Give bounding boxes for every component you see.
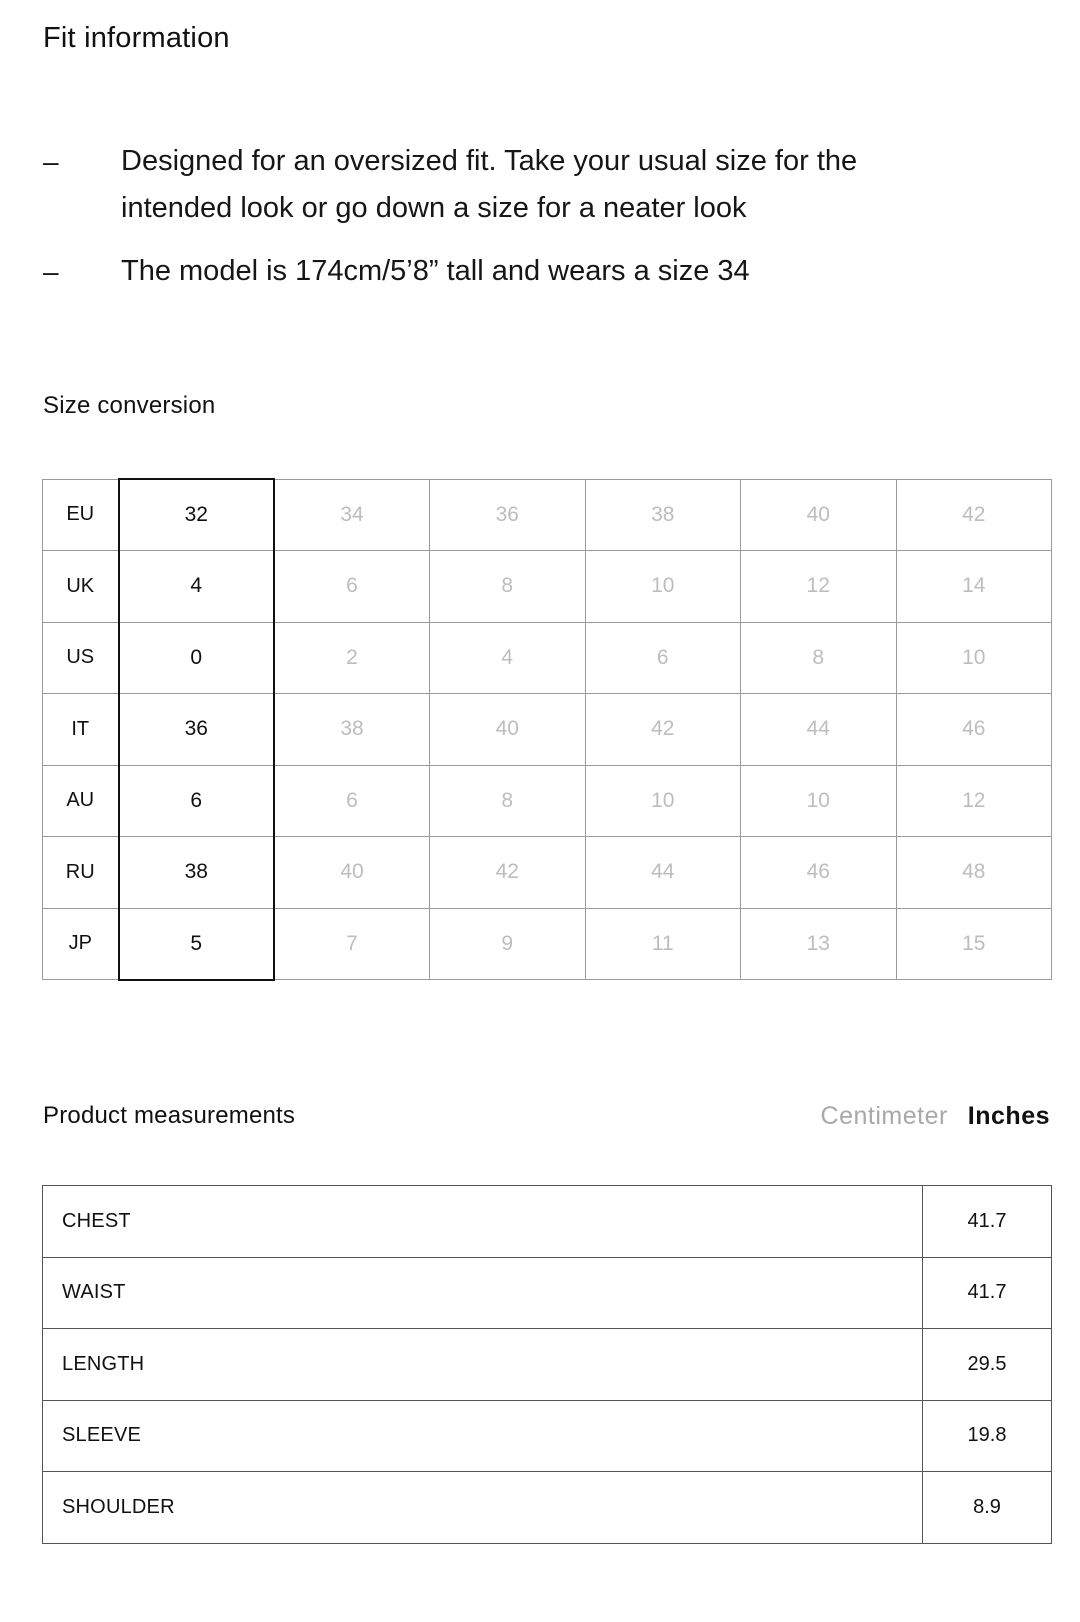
size-cell[interactable]: 46 [741,837,897,909]
size-cell[interactable]: 42 [585,694,741,766]
size-region-label: IT [43,694,119,766]
size-cell[interactable]: 40 [430,694,586,766]
fit-bullet-text: Designed for an oversized fit. Take your usual size for the intended look or go down a size for a neater look [121,145,858,224]
size-cell-selected[interactable]: 0 [119,622,275,694]
fit-bullet-list [43,138,943,295]
unit-toggle [821,1102,1050,1131]
size-cell[interactable]: 34 [274,479,430,551]
measurement-row-length [43,1329,1052,1401]
size-row-us [43,622,1052,694]
measurement-name: LENGTH [43,1329,923,1401]
size-region-label: UK [43,551,119,623]
unit-centimeter-option[interactable]: Centimeter [820,1102,948,1130]
bullet-dash: – [43,146,59,177]
size-cell[interactable]: 8 [430,551,586,623]
size-cell[interactable]: 10 [741,765,897,837]
measurement-value: 8.9 [923,1472,1052,1544]
size-cell[interactable]: 40 [274,837,430,909]
size-cell-selected[interactable]: 6 [119,765,275,837]
product-measurements-table [42,1185,1052,1544]
measurement-row-waist [43,1257,1052,1329]
product-measurements-title: Product measurements [43,1102,296,1129]
size-row-ru [43,837,1052,909]
size-cell[interactable]: 2 [274,622,430,694]
fit-bullet-text: The model is 174cm/5’8” tall and wears a size 34 [121,255,750,287]
fit-bullet-model [43,248,943,295]
size-cell[interactable]: 9 [430,908,586,980]
size-cell-selected[interactable]: 4 [119,551,275,623]
size-region-label: AU [43,765,119,837]
size-row-jp [43,908,1052,980]
measurement-value: 29.5 [923,1329,1052,1401]
size-cell[interactable]: 36 [430,479,586,551]
size-cell[interactable]: 8 [430,765,586,837]
size-cell[interactable]: 48 [896,837,1052,909]
size-cell-selected[interactable]: 5 [119,908,275,980]
measurement-row-shoulder [43,1472,1052,1544]
size-cell[interactable]: 15 [896,908,1052,980]
measurement-value: 41.7 [923,1186,1052,1258]
size-row-it [43,694,1052,766]
measurement-row-sleeve [43,1400,1052,1472]
size-cell-selected[interactable]: 36 [119,694,275,766]
size-cell[interactable]: 10 [896,622,1052,694]
size-cell-selected[interactable]: 32 [119,479,275,551]
measurement-name: SHOULDER [43,1472,923,1544]
size-cell[interactable]: 38 [585,479,741,551]
measurement-value: 19.8 [923,1400,1052,1472]
size-conversion-title: Size conversion [43,392,216,419]
size-row-eu [43,479,1052,551]
size-cell[interactable]: 42 [430,837,586,909]
size-cell[interactable]: 42 [896,479,1052,551]
size-cell[interactable]: 46 [896,694,1052,766]
fit-bullet-oversized [43,138,943,232]
size-region-label: JP [43,908,119,980]
unit-inches-option[interactable]: Inches [967,1102,1050,1130]
size-cell[interactable]: 12 [741,551,897,623]
measurement-row-chest [43,1186,1052,1258]
size-cell[interactable]: 11 [585,908,741,980]
measurement-name: SLEEVE [43,1400,923,1472]
size-cell[interactable]: 7 [274,908,430,980]
size-cell[interactable]: 8 [741,622,897,694]
size-row-uk [43,551,1052,623]
fit-information-title: Fit information [43,22,230,54]
size-region-label: RU [43,837,119,909]
size-cell[interactable]: 4 [430,622,586,694]
size-conversion-table [42,478,1052,981]
size-row-au [43,765,1052,837]
size-cell-selected[interactable]: 38 [119,837,275,909]
size-cell[interactable]: 6 [274,551,430,623]
size-cell[interactable]: 40 [741,479,897,551]
size-cell[interactable]: 6 [274,765,430,837]
size-cell[interactable]: 12 [896,765,1052,837]
size-cell[interactable]: 10 [585,551,741,623]
size-cell[interactable]: 38 [274,694,430,766]
size-cell[interactable]: 44 [741,694,897,766]
size-cell[interactable]: 10 [585,765,741,837]
measurement-value: 41.7 [923,1257,1052,1329]
bullet-dash: – [43,256,59,287]
size-cell[interactable]: 44 [585,837,741,909]
measurement-name: WAIST [43,1257,923,1329]
measurement-name: CHEST [43,1186,923,1258]
size-cell[interactable]: 14 [896,551,1052,623]
size-region-label: US [43,622,119,694]
size-cell[interactable]: 6 [585,622,741,694]
size-cell[interactable]: 13 [741,908,897,980]
size-region-label: EU [43,479,119,551]
